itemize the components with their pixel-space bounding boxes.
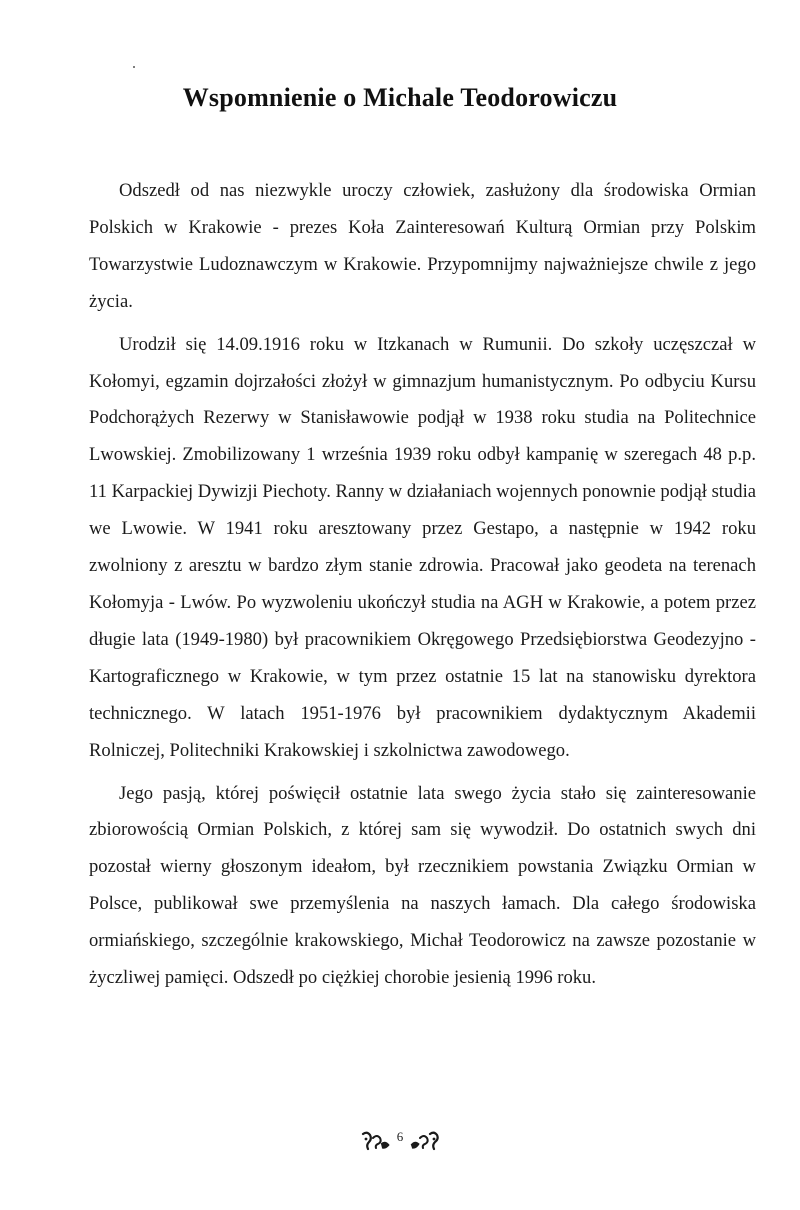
article-body — [89, 173, 756, 997]
paragraph: Odszedł od nas niezwykle uroczy człowiek, zasłużony dla środowiska Ormian Polskich w Krakowie - prezes Koła Zainteresowań Kulturą Ormian przy Polskim Towarzystwie Ludoznawczym w Krakowie. Przypomnijmy najważniejsze chwile z jego życia. — [89, 180, 756, 312]
floral-ornament-icon — [409, 1130, 439, 1152]
page-footer — [0, 1130, 800, 1152]
scan-speck — [133, 66, 135, 68]
page-title: Wspomnienie o Michale Teodorowiczu — [182, 83, 618, 113]
paragraph: Urodził się 14.09.1916 roku w Itzkanach w Rumunii. Do szkoły uczęszczał w Kołomyi, egzamin dojrzałości złożył w gimnazjum humanistycznym. Po odbyciu Kursu Podchorążych Rezerwy w Stanisławowie podjął w 1938 roku studia na Politechnice Lwowskiej. Zmobilizowany 1 września 1939 roku odbył kampanię w szeregach 48 p.p. 11 Karpackiej Dywizji Piechoty. Ranny w działaniach wojennych ponownie podjął studia we Lwowie. W 1941 roku aresztowany przez Gestapo, a następnie w 1942 roku zwolniony z aresztu w bardzo złym stanie zdrowia. Pracował jako geodeta na terenach Kołomyja - Lwów. Po wyzwoleniu ukończył studia na AGH w Krakowie, a potem przez długie lata (1949-1980) był pracownikiem Okręgowego Przedsiębiorstwa Geodezyjno - Kartograficznego w Krakowie, w tym przez ostatnie 15 lat na stanowisku dyrektora technicznego. W latach 1951-1976 był pracownikiem dydaktycznym Akademii Rolniczej, Politechniki Krakowskiej i szkolnictwa zawodowego. — [89, 333, 756, 761]
floral-ornament-icon — [361, 1130, 391, 1152]
page-number: 6 — [396, 1129, 404, 1144]
paragraph: Jego pasją, której poświęcił ostatnie lata swego życia stało się zainteresowanie zbiorowością Ormian Polskich, z której sam się wywodził. Do ostatnich swych dni pozostał wierny głoszonym ideałom, był rzecznikiem powstania Związku Ormian w Polsce, publikował swe przemyślenia na naszych łamach. Dla całego środowiska ormiańskiego, szczególnie krakowskiego, Michał Teodorowicz na zawsze pozostanie w życzliwej pamięci. Odszedł po ciężkiej chorobie jesienią 1996 roku. — [89, 782, 756, 989]
